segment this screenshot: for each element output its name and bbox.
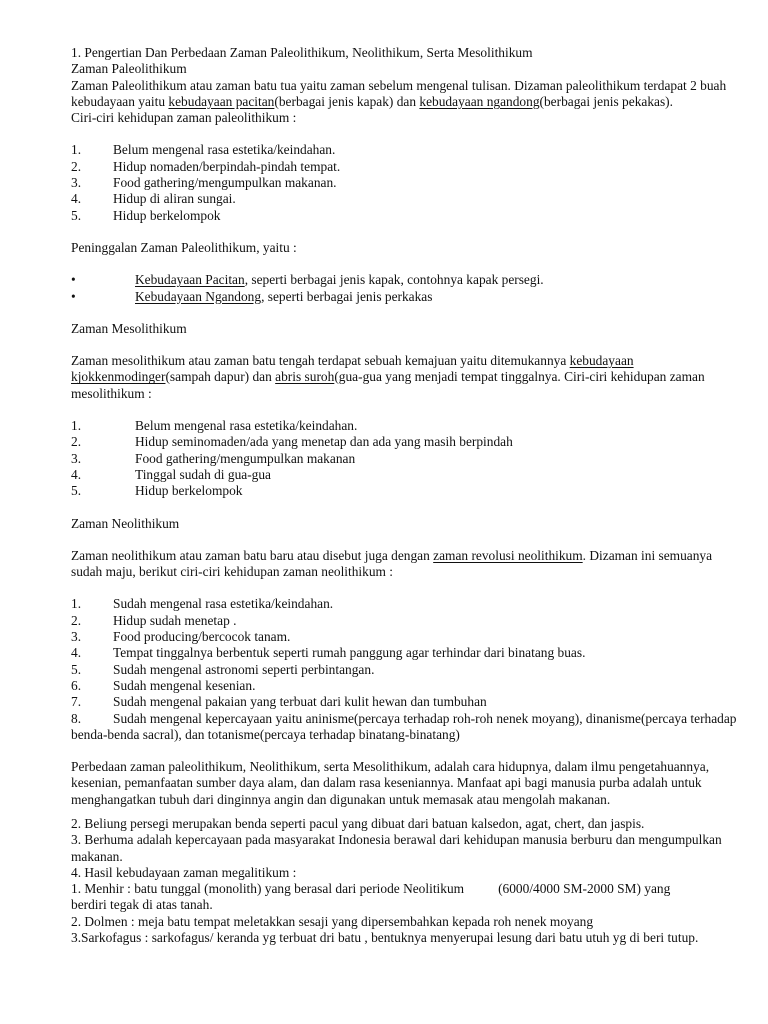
paleo-title: Zaman Paleolithikum	[71, 61, 187, 77]
list-item: 2. Hidup seminomaden/ada yang menetap dan ada yang masih berpindah	[71, 434, 513, 450]
list-item: 3. Food gathering/mengumpulkan makanan	[71, 450, 356, 466]
list-item: 1. Belum mengenal rasa estetika/keindahan.	[71, 142, 336, 158]
link-kebudayaan-kjokkenmodinger[interactable]: kebudayaan kjokkenmodinger	[71, 353, 634, 385]
link-kebudayaan-pacitan-2[interactable]: Kebudayaan Pacitan	[135, 272, 245, 288]
paleo-intro-a: Zaman Paleolithikum atau zaman batu tua yaitu zaman sebelum mengenal tulisan. Dizaman paleolithikum terdapat 2 buah kebudayaan yaitu	[71, 77, 727, 109]
list-item: 5. Sudah mengenal astronomi seperti perbintangan.	[71, 661, 375, 677]
meso-list	[71, 418, 741, 499]
link-kebudayaan-ngandong-2[interactable]: Kebudayaan Ngandong	[135, 288, 262, 304]
paleo-ciri-label: Ciri-ciri kehidupan zaman paleolithikum :	[71, 110, 297, 126]
bullet-item: • Kebudayaan Ngandong, seperti berbagai jenis perkakas	[71, 288, 433, 304]
list-item: 4. Tempat tinggalnya berbentuk seperti rumah panggung agar terhindar dari binatang buas.	[71, 645, 586, 661]
link-kebudayaan-pacitan[interactable]: kebudayaan pacitan	[168, 93, 275, 109]
menhir-line: 1. Menhir : batu tunggal (monolith) yang berasal dari periode Neolitikum (6000/4000 SM-2000 SM) yang	[71, 881, 671, 897]
paleo-bullets	[71, 272, 741, 305]
list-item: 5. Hidup berkelompok	[71, 483, 243, 499]
link-kebudayaan-ngandong[interactable]: kebudayaan ngandong	[419, 93, 540, 109]
link-zaman-revolusi-neolithikum[interactable]: zaman revolusi neolithikum	[433, 547, 583, 563]
answer-2: 2. Beliung persegi merupakan benda seperti pacul yang dibuat dari batuan kalsedon, agat, chert, dan jaspis.	[71, 815, 645, 831]
bullet-icon: •	[71, 272, 76, 288]
list-item: 5. Hidup berkelompok	[71, 207, 221, 223]
paleo-intro-c: (berbagai jenis pekakas).	[539, 93, 673, 109]
paleo-intro	[71, 78, 741, 111]
list-item: 6. Sudah mengenal kesenian.	[71, 677, 256, 693]
perbedaan-paragraph: Perbedaan zaman paleolithikum, Neolithikum, serta Mesolithikum, adalah cara hidupnya, dalam ilmu pengetahuannya, kesenian, pemanfaatan sumber daya alam, dan dalam rasa keseniannya. Manfaat api bagi manusia purba adalah untuk menghangatkan tubuh dari dinginnya angin dan digunakan untuk memasak atau mengolah makanan.	[71, 759, 710, 807]
document-page	[71, 45, 741, 946]
list-item: 4. Hidup di aliran sungai.	[71, 191, 236, 207]
answer-3: 3. Berhuma adalah kepercayaan pada masyarakat Indonesia berawal dari kehidupan manusia berburu dan mengumpulkan makanan.	[71, 832, 722, 864]
heading-1: 1. Pengertian Dan Perbedaan Zaman Paleolithikum, Neolithikum, Serta Mesolithikum	[71, 45, 533, 60]
paleo-intro-b: (berbagai jenis kapak) dan	[274, 93, 420, 109]
answer-4: 4. Hasil kebudayaan zaman megalitikum :	[71, 864, 297, 880]
meso-intro: Zaman mesolithikum atau zaman batu tengah terdapat sebuah kemajuan yaitu ditemukannya kebudayaan kjokkenmodinger(sampah dapur) dan abris suroh(gua-gua yang menjadi tempat tinggalnya. Ciri-ciri kehidupan zaman mesolithikum :	[71, 353, 705, 401]
list-item: 1. Sudah mengenal rasa estetika/keindahan.	[71, 596, 334, 612]
paleo-peninggalan-label: Peninggalan Zaman Paleolithikum, yaitu :	[71, 239, 297, 255]
sarkofagus-line: 3.Sarkofagus : sarkofagus/ keranda yg terbuat dri batu , bentuknya menyerupai lesung dari batu utuh yg di beri tutup.	[71, 930, 699, 946]
list-item: 3. Food gathering/mengumpulkan makanan.	[71, 175, 337, 191]
meso-title: Zaman Mesolithikum	[71, 320, 187, 336]
neo-list	[71, 596, 741, 743]
list-item: 7. Sudah mengenal pakaian yang terbuat dari kulit hewan dan tumbuhan	[71, 694, 487, 710]
list-item: 3. Food producing/bercocok tanam.	[71, 629, 291, 645]
list-item: 2. Hidup nomaden/berpindah-pindah tempat.	[71, 158, 341, 174]
dolmen-line: 2. Dolmen : meja batu tempat meletakkan sesaji yang dipersembahkan kepada roh nenek moyang	[71, 913, 594, 929]
list-item: 2. Hidup sudah menetap .	[71, 612, 237, 628]
neo-title: Zaman Neolithikum	[71, 515, 180, 531]
neo-intro: Zaman neolithikum atau zaman batu baru atau disebut juga dengan zaman revolusi neolithikum. Dizaman ini semuanya sudah maju, berikut ciri-ciri kehidupan zaman neolithikum :	[71, 547, 713, 580]
menhir-line-2: berdiri tegak di atas tanah.	[71, 897, 213, 913]
bullet-icon: •	[71, 288, 76, 304]
list-item: 1. Belum mengenal rasa estetika/keindahan.	[71, 418, 358, 434]
list-item-wrap: 8. Sudah mengenal kepercayaan yaitu aninisme(percaya terhadap roh-roh nenek moyang), dinanisme(percaya terhadap benda-benda sacral), dan totanisme(percaya terhadap binatang-binatang)	[71, 710, 737, 742]
bullet-item: • Kebudayaan Pacitan, seperti berbagai jenis kapak, contohnya kapak persegi.	[71, 272, 544, 288]
link-abris-suroh[interactable]: abris suroh	[275, 369, 335, 385]
paleo-list	[71, 142, 741, 223]
list-item: 4. Tinggal sudah di gua-gua	[71, 466, 272, 482]
